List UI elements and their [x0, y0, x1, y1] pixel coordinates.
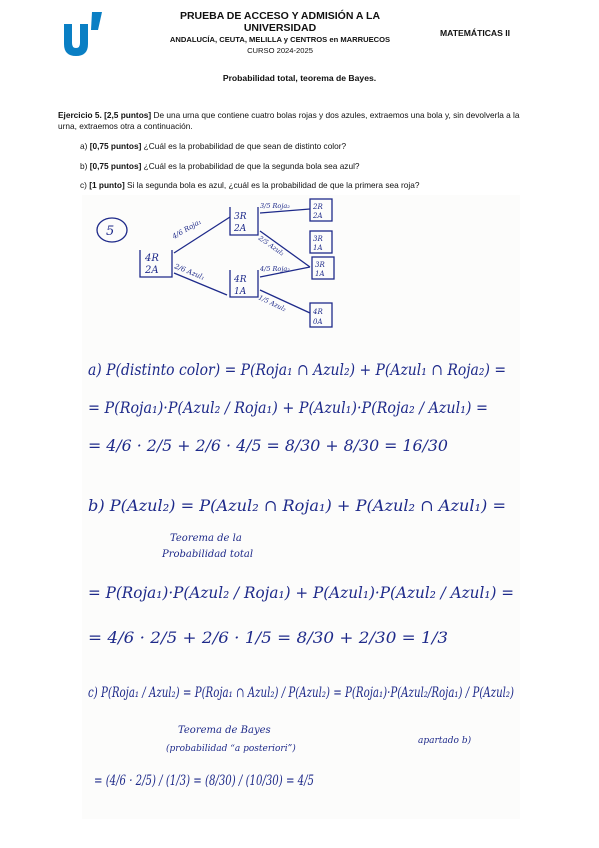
part-a-line-3: = 4/6 · 2/5 + 2/6 · 4/5 = 8/30 + 8/30 = 16/30	[88, 436, 448, 455]
part-c-note-1: Teorema de Bayes	[178, 725, 271, 736]
part-a-line-1: a) P(distinto color) = P(Roja₁ ∩ Azul₂) + P(Azul₁ ∩ Roja₂) =	[88, 360, 506, 379]
branch-ar: 4/5 Roja₂	[260, 265, 290, 273]
branch-r1: 4/6 Roja₁	[171, 217, 203, 241]
solution-ink	[82, 195, 520, 819]
part-c-note-2: (probabilidad “a posteriori”)	[166, 744, 296, 754]
leaf-ra-a: 1A	[313, 244, 323, 252]
exam-course: CURSO 2024-2025	[247, 46, 313, 55]
part-c-line-1: c) P(Roja₁ / Azul₂) = P(Roja₁ ∩ Azul₂) / P(Azul₂) = P(Roja₁)·P(Azul₂/Roja₁) / P(Azul₂)	[88, 685, 514, 701]
part-c-line-2: = (4/6 · 2/5) / (1/3) = (8/30) / (10/30) = 4/5	[94, 773, 315, 789]
part-b-note-2: Probabilidad total	[162, 549, 254, 560]
branch-ra: 2/5 Azul₂	[256, 234, 286, 258]
exercise-text: De una urna que contiene cuatro bolas rojas y dos azules, extraemos una bola y, sin devolverla a la urna, extraemos otra a continuación.	[58, 110, 520, 131]
urn-after-blue-a: 1A	[234, 287, 247, 297]
part-a: a) [0,75 puntos] ¿Cuál es la probabilidad de que sean de distinto color?	[80, 141, 347, 151]
u-prime-logo-icon	[58, 8, 108, 60]
part-b-note-1: Teorema de la	[170, 533, 242, 544]
topic-title: Probabilidad total, teorema de Bayes.	[222, 73, 377, 83]
leaf-ar-r: 3R	[315, 261, 325, 269]
exam-region: ANDALUCÍA, CEUTA, MELILLA y CENTROS en MARRUECOS	[169, 35, 391, 44]
leaf-ar-a: 1A	[315, 270, 325, 278]
leaf-aa-a: 0A	[313, 318, 323, 326]
exercise-statement	[58, 110, 540, 132]
exam-header	[0, 0, 599, 70]
part-c-note-3: apartado b)	[418, 736, 472, 746]
part-c: c) [1 punto] Si la segunda bola es azul, ¿cuál es la probabilidad de que la primera sea roja?	[80, 180, 420, 190]
exercise-number: 5	[106, 224, 115, 239]
branch-a1: 2/6 Azul₁	[173, 262, 206, 282]
exercise-label: Ejercicio 5. [2,5 puntos]	[58, 110, 152, 120]
part-b: b) [0,75 puntos] ¿Cuál es la probabilidad de que la segunda bola sea azul?	[80, 160, 360, 171]
urn-after-blue-r: 4R	[234, 275, 247, 285]
part-a-line-2: = P(Roja₁)·P(Azul₂ / Roja₁) + P(Azul₁)·P(Roja₂ / Azul₁) =	[88, 398, 488, 417]
tree-lines	[97, 199, 334, 327]
urn-start-red: 4R	[145, 253, 159, 264]
urn-after-red-a: 2A	[234, 224, 247, 234]
part-b-line-2: = P(Roja₁)·P(Azul₂ / Roja₁) + P(Azul₁)·P(Azul₂ / Azul₁) =	[88, 583, 514, 602]
exam-subject: MATEMÁTICAS II	[440, 28, 511, 38]
leaf-rr-a: 2A	[313, 212, 323, 220]
handwritten-solution	[82, 195, 520, 819]
branch-aa: 1/5 Azul₂	[257, 293, 288, 314]
branch-rr: 3/5 Roja₂	[260, 202, 290, 210]
leaf-rr-r: 2R	[313, 203, 323, 211]
exercise-parts	[80, 141, 540, 200]
part-b-line-3: = 4/6 · 2/5 + 2/6 · 1/5 = 8/30 + 2/30 = 1/3	[88, 628, 448, 647]
urn-after-red-r: 3R	[234, 212, 247, 222]
exam-title: PRUEBA DE ACCESO Y ADMISIÓN A LA UNIVERSIDAD	[179, 10, 381, 34]
leaf-ra-r: 3R	[313, 235, 323, 243]
part-b-line-1: b) P(Azul₂) = P(Azul₂ ∩ Roja₁) + P(Azul₂ ∩ Azul₁) =	[88, 496, 506, 515]
urn-start-blue: 2A	[145, 265, 159, 276]
leaf-aa-r: 4R	[313, 308, 323, 316]
